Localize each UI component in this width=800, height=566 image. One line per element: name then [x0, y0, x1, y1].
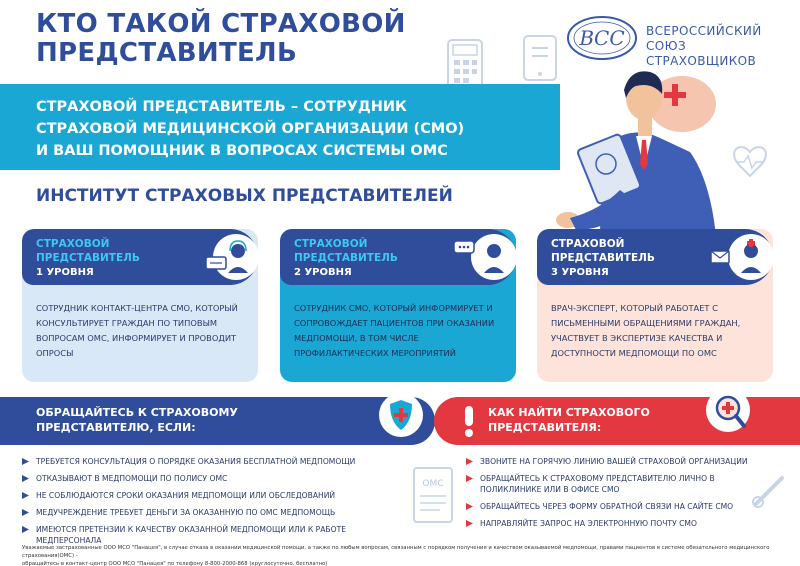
- list-item-text: ОБРАЩАЙТЕСЬ ЧЕРЕЗ ФОРМУ ОБРАТНОЙ СВЯЗИ НА САЙТЕ СМО: [480, 502, 734, 511]
- definition-line1: СТРАХОВОЙ ПРЕДСТАВИТЕЛЬ – СОТРУДНИК: [36, 99, 407, 115]
- level-3-card: [537, 229, 773, 382]
- definition-line3: И ВАШ ПОМОЩНИК В ВОПРОСАХ СИСТЕМЫ ОМС: [36, 143, 448, 159]
- insurance-agent-illustration: [540, 60, 790, 240]
- list-item-text: ОБРАЩАЙТЕСЬ К СТРАХОВОМУ ПРЕДСТАВИТЕЛЮ ЛИЧНО В ПОЛИКЛИНИКЕ ИЛИ В ОФИСЕ СМО: [480, 474, 715, 494]
- list-item: [22, 456, 382, 467]
- section-title: ИНСТИТУТ СТРАХОВЫХ ПРЕДСТАВИТЕЛЕЙ: [36, 186, 453, 206]
- list-item: [22, 507, 382, 518]
- level-1-label: 1 УРОВНЯ: [36, 267, 94, 278]
- footer-line1: Уважаемые застрахованные ООО МСО "Панацея", в случае отказа в оказании медицинской помощи, а также по любым вопросам, связанным с порядком получения и качеством оказываемой медпомощи, правами пациентов в системе обязательного медицинского страхования(ОМС) -: [22, 545, 770, 559]
- bullet-icon: [466, 458, 473, 465]
- vss-logo-icon: [566, 14, 638, 62]
- page-title-line2: ПРЕДСТАВИТЕЛЬ: [36, 38, 298, 68]
- level-3-card-title: [551, 237, 655, 265]
- list-item-text: НЕ СОБЛЮДАЮТСЯ СРОКИ ОКАЗАНИЯ МЕДПОМОЩИ ИЛИ ОБСЛЕДОВАНИЙ: [36, 491, 336, 500]
- thermometer-icon: [750, 470, 790, 510]
- how-to-find-list: [466, 456, 756, 535]
- level-3-description: ВРАЧ-ЭКСПЕРТ, КОТОРЫЙ РАБОТАЕТ С ПИСЬМЕННЫМИ ОБРАЩЕНИЯМИ ГРАЖДАН, УЧАСТВУЕТ В ЭКСПЕРТИЗЕ КАЧЕСТВА И ДОСТУПНОСТИ МЕДПОМОЩИ ПО ОМС: [551, 303, 741, 358]
- level-1-card: [22, 229, 258, 382]
- footer-note: [22, 544, 792, 566]
- footer-line2: обращайтесь в контакт-центр ООО МСО "Панацея" по телефону 8-800-2000-868 (круглосуточно, бесплатно): [22, 561, 328, 566]
- when-to-contact-line2: ПРЕДСТАВИТЕЛЮ, ЕСЛИ:: [36, 421, 196, 434]
- level-3-title-line2: ПРЕДСТАВИТЕЛЬ: [551, 252, 655, 264]
- list-item: [22, 473, 382, 484]
- bullet-icon: [22, 475, 29, 482]
- level-2-title-line2: ПРЕДСТАВИТЕЛЬ: [294, 252, 398, 264]
- level-3-label: 3 УРОВНЯ: [551, 267, 609, 278]
- list-item-text: ЗВОНИТЕ НА ГОРЯЧУЮ ЛИНИЮ ВАШЕЙ СТРАХОВОЙ ОРГАНИЗАЦИИ: [480, 457, 748, 466]
- logo-line1: ВСЕРОССИЙСКИЙ: [646, 24, 762, 38]
- list-item-text: МЕДУЧРЕЖДЕНИЕ ТРЕБУЕТ ДЕНЬГИ ЗА ОКАЗАННУЮ ПО ОМС МЕДПОМОЩЬ: [36, 508, 336, 517]
- bullet-icon: [22, 458, 29, 465]
- level-2-title-line1: СТРАХОВОЙ: [294, 238, 368, 250]
- bullet-icon: [22, 492, 29, 499]
- bullet-icon: [466, 503, 473, 510]
- list-item: [466, 473, 756, 495]
- definition-text: [36, 96, 506, 162]
- level-1-title-line2: ПРЕДСТАВИТЕЛЬ: [36, 252, 140, 264]
- oms-document-icon: [410, 466, 456, 526]
- list-item-text: ОТКАЗЫВАЮТ В МЕДПОМОЩИ ПО ПОЛИСУ ОМС: [36, 474, 228, 483]
- bullet-icon: [466, 520, 473, 527]
- bullet-icon: [22, 509, 29, 516]
- level-2-card: [280, 229, 516, 382]
- list-item: [22, 524, 382, 546]
- oms-document-label: ОМС: [422, 479, 444, 489]
- when-to-contact-title: [36, 405, 238, 435]
- bullet-icon: [466, 475, 473, 482]
- list-item-text: ИМЕЮТСЯ ПРЕТЕНЗИИ К КАЧЕСТВУ ОКАЗАННОЙ МЕДПОМОЩИ ИЛИ К РАБОТЕ МЕДПЕРСОНАЛА: [36, 525, 347, 545]
- bullet-icon: [22, 526, 29, 533]
- level-2-label: 2 УРОВНЯ: [294, 267, 352, 278]
- how-to-find-title: [488, 405, 650, 435]
- level-2-card-title: [294, 237, 398, 265]
- list-item-text: НАПРАВЛЯЙТЕ ЗАПРОС НА ЭЛЕКТРОННУЮ ПОЧТУ СМО: [480, 519, 697, 528]
- page-title-line1: КТО ТАКОЙ СТРАХОВОЙ: [36, 9, 406, 39]
- level-3-card-header: [537, 229, 773, 285]
- list-item: [466, 518, 756, 529]
- logo-line2: СОЮЗ СТРАХОВЩИКОВ: [646, 39, 757, 68]
- level-1-card-header: [22, 229, 258, 285]
- vss-logo: [566, 14, 786, 68]
- shield-medical-icon: [378, 392, 424, 438]
- list-item: [22, 490, 382, 501]
- magnifier-cross-icon: [704, 386, 756, 438]
- page-title: [36, 10, 436, 68]
- level-3-title-line1: СТРАХОВОЙ: [551, 238, 625, 250]
- logo-mark-text: ВСС: [579, 26, 625, 50]
- definition-line2: СТРАХОВОЙ МЕДИЦИНСКОЙ ОРГАНИЗАЦИИ (СМО): [36, 121, 465, 137]
- level-2-description: СОТРУДНИК СМО, КОТОРЫЙ ИНФОРМИРУЕТ И СОПРОВОЖДАЕТ ПАЦИЕНТОВ ПРИ ОКАЗАНИИ МЕДПОМОЩИ, В ТОМ ЧИСЛЕ ПРОФИЛАКТИЧЕСКИХ МЕРОПРИЯТИЙ: [294, 303, 495, 358]
- how-to-find-line2: ПРЕДСТАВИТЕЛЯ:: [488, 421, 602, 434]
- level-1-card-title: [36, 237, 140, 265]
- list-item-text: ТРЕБУЕТСЯ КОНСУЛЬТАЦИЯ О ПОРЯДКЕ ОКАЗАНИЯ БЕСПЛАТНОЙ МЕДПОМОЩИ: [36, 457, 356, 466]
- exclamation-icon: [462, 404, 476, 438]
- when-to-contact-list: [22, 456, 382, 552]
- doctor-expert-icon: [709, 233, 773, 281]
- list-item: [466, 456, 756, 467]
- headset-operator-icon: [200, 233, 258, 281]
- consultant-chat-icon: [452, 233, 516, 281]
- list-item: [466, 501, 756, 512]
- level-1-description: СОТРУДНИК КОНТАКТ-ЦЕНТРА СМО, КОТОРЫЙ КОНСУЛЬТИРУЕТ ГРАЖДАН ПО ТИПОВЫМ ВОПРОСАМ ОМС, ИНФОРМИРУЕТ И ПРОВОДИТ ОПРОСЫ: [36, 303, 238, 358]
- level-1-title-line1: СТРАХОВОЙ: [36, 238, 110, 250]
- how-to-find-line1: КАК НАЙТИ СТРАХОВОГО: [488, 406, 650, 419]
- level-2-card-header: [280, 229, 516, 285]
- when-to-contact-line1: ОБРАЩАЙТЕСЬ К СТРАХОВОМУ: [36, 406, 238, 419]
